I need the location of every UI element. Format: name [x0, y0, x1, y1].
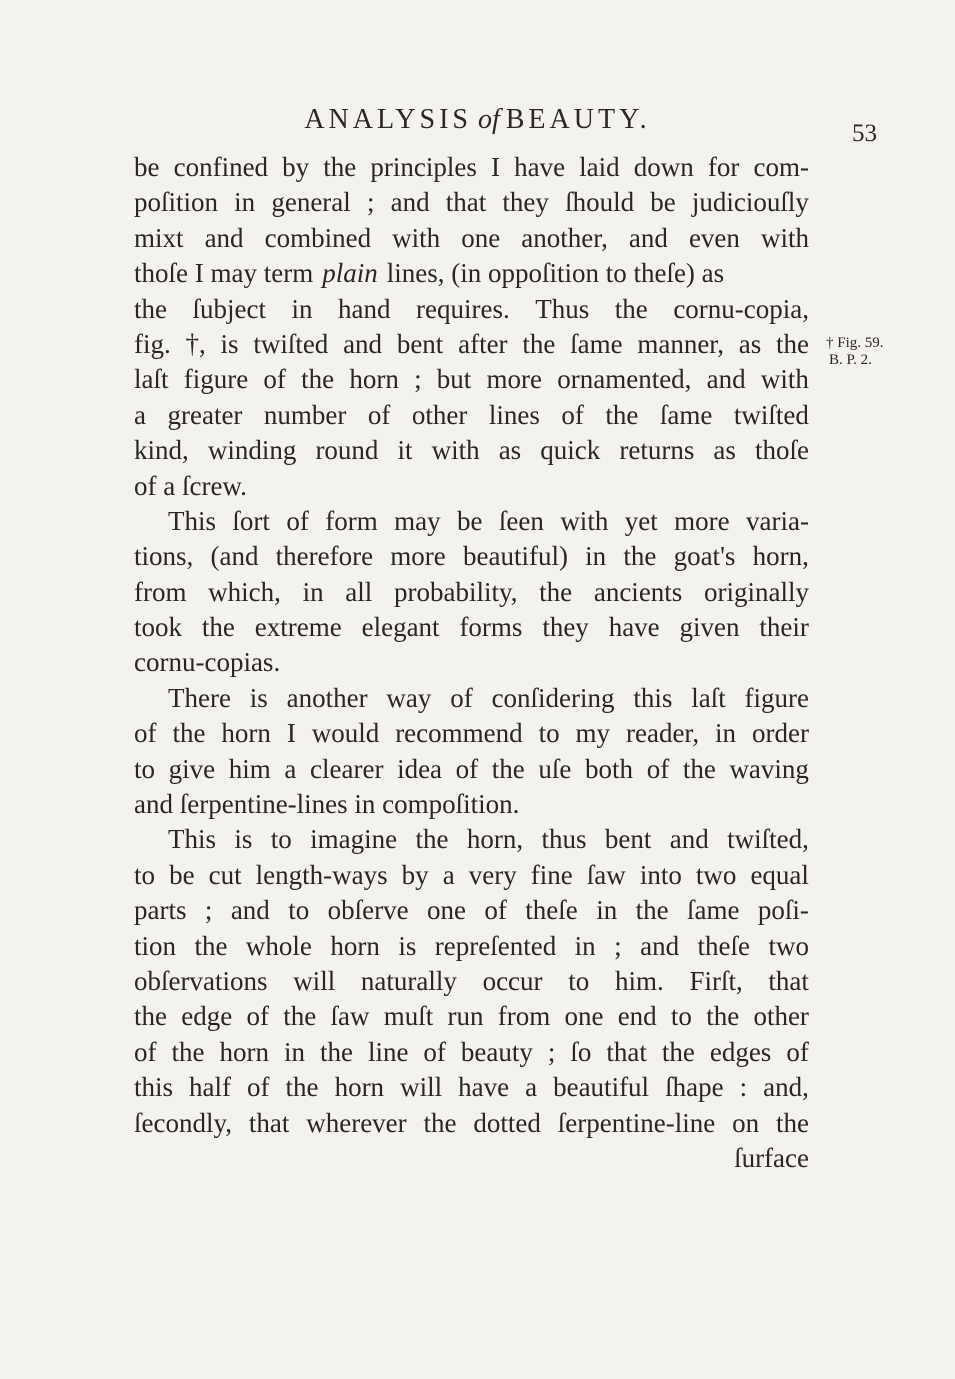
word: other — [753, 1001, 809, 1032]
word: and — [204, 222, 244, 253]
word: ſame — [570, 328, 623, 359]
word: and — [706, 364, 746, 395]
word: in — [291, 293, 313, 324]
text-line — [134, 292, 809, 327]
word: even — [688, 222, 740, 253]
text-line — [134, 1035, 809, 1070]
word: clearer — [310, 753, 384, 784]
word: theſe — [697, 930, 751, 961]
text-line — [134, 681, 809, 716]
text-line — [134, 150, 809, 185]
word: horn, — [752, 541, 809, 572]
text-line — [134, 433, 809, 468]
word: all — [345, 576, 373, 607]
word: and — [343, 328, 383, 359]
word: manner, — [637, 328, 724, 359]
word: in — [283, 1036, 305, 1067]
word: be — [134, 152, 160, 182]
word: of — [134, 718, 157, 749]
word: two — [768, 930, 809, 961]
word: is — [398, 930, 417, 961]
word: with — [760, 222, 809, 253]
text-line — [134, 610, 809, 645]
word: would — [311, 718, 380, 749]
word: very — [468, 859, 517, 890]
word: This — [168, 824, 217, 855]
word: naturally — [360, 965, 457, 996]
text-line — [134, 185, 809, 220]
word: I — [490, 152, 500, 182]
margin-note-plate: B. P. 2. — [829, 352, 872, 368]
word: with — [392, 222, 441, 253]
word: ſerpentine-line — [557, 1107, 716, 1138]
word: of — [246, 1001, 269, 1032]
word: horn, — [466, 824, 524, 855]
word: but — [436, 364, 472, 395]
word: the — [415, 824, 449, 855]
word: and — [390, 187, 430, 218]
word: another, — [521, 222, 608, 253]
text-line — [134, 787, 809, 822]
word: is — [249, 682, 268, 713]
word: the — [172, 718, 206, 749]
text-line — [134, 752, 809, 787]
word: of — [263, 364, 286, 395]
word: in — [596, 895, 618, 926]
word: combined — [264, 222, 372, 253]
word: extreme — [254, 612, 342, 643]
line-text: and ſerpentine-lines in compoſition. — [134, 789, 520, 820]
word: the — [706, 1001, 740, 1032]
word: There — [168, 682, 231, 713]
word: with — [760, 364, 809, 395]
word: idea — [397, 753, 443, 784]
word: bent — [604, 824, 652, 855]
word: the — [194, 930, 228, 961]
word: in — [585, 541, 607, 572]
word: elegant — [361, 612, 440, 643]
word: the — [134, 293, 167, 324]
word: took — [134, 612, 183, 643]
word: have — [458, 1072, 510, 1103]
word: him. — [614, 965, 664, 996]
word: whole — [245, 930, 312, 961]
word: the — [522, 328, 556, 359]
word: this — [633, 682, 673, 713]
word: This — [168, 505, 217, 536]
word: for — [707, 152, 740, 182]
word: will — [293, 965, 336, 996]
word: varia- — [746, 505, 809, 536]
word: they — [502, 187, 549, 218]
word: a — [284, 753, 297, 784]
word: in — [234, 187, 256, 218]
word: edges — [709, 1036, 772, 1067]
catchword-text: ſurface — [734, 1142, 809, 1173]
word: in — [574, 930, 596, 961]
word: the — [323, 152, 357, 182]
word: ; — [204, 895, 213, 926]
word: the — [776, 328, 809, 359]
word: round — [315, 435, 379, 466]
word: goat's — [673, 541, 736, 572]
word: ſhould — [565, 187, 635, 218]
line-text: of a ſcrew. — [134, 470, 247, 501]
word: the — [491, 753, 525, 784]
text-line — [134, 716, 809, 751]
word: give — [168, 753, 216, 784]
text-line — [134, 858, 809, 893]
word: quick — [540, 435, 601, 466]
word: edge — [181, 1001, 233, 1032]
word: ſecondly, — [134, 1107, 232, 1138]
word: to — [568, 965, 590, 996]
word: another — [286, 682, 368, 713]
word: the — [539, 576, 573, 607]
word: beautiful — [553, 1072, 650, 1103]
word: the — [301, 364, 335, 395]
word: horn — [221, 718, 271, 749]
word: way — [386, 682, 432, 713]
word: to — [270, 824, 292, 855]
margin-note — [826, 335, 884, 369]
word: given — [679, 612, 740, 643]
word: as — [498, 435, 522, 466]
running-head — [0, 104, 955, 136]
word: end — [617, 1001, 657, 1032]
word: beautiful) — [462, 541, 568, 572]
text-line — [134, 964, 809, 999]
text-line — [134, 398, 809, 433]
word: uſe — [538, 753, 572, 784]
body-text — [134, 150, 809, 1176]
word: horn — [349, 364, 399, 395]
margin-note-figure: † Fig. 59. — [826, 335, 884, 351]
word: line — [367, 1036, 409, 1067]
word: cut — [208, 859, 242, 890]
word: in — [715, 718, 737, 749]
word: imagine — [310, 824, 398, 855]
word: the — [201, 612, 235, 643]
word: to — [538, 718, 560, 749]
word: ſort — [232, 505, 270, 536]
word: their — [759, 612, 809, 643]
word: ; — [614, 930, 622, 961]
word: fine — [530, 859, 573, 890]
text-line — [134, 1070, 809, 1105]
word: thus — [541, 824, 587, 855]
line-text: lines, (in oppoſition to theſe) as — [386, 258, 725, 289]
running-head-of: of — [477, 104, 500, 135]
word: of — [786, 1036, 809, 1067]
text-line — [134, 575, 809, 610]
word: the — [623, 541, 657, 572]
word: horn — [330, 930, 380, 961]
word: which, — [208, 576, 281, 607]
word: laid — [579, 152, 620, 182]
text-line — [134, 1106, 809, 1141]
word: laſt — [691, 682, 726, 713]
word: returns — [619, 435, 695, 466]
word: the — [635, 895, 669, 926]
word: ſo — [570, 1036, 592, 1067]
word: more — [674, 505, 730, 536]
word: yet — [624, 505, 658, 536]
word: : — [739, 1072, 748, 1103]
word: him — [228, 753, 271, 784]
word: repreſented — [434, 930, 557, 961]
word: twiſted, — [727, 824, 809, 855]
word: of — [286, 505, 309, 536]
word: I — [286, 718, 296, 749]
text-line — [134, 999, 809, 1034]
word: tions, — [134, 541, 194, 572]
word: into — [639, 859, 682, 890]
word: the — [283, 1001, 317, 1032]
word: the — [605, 399, 639, 430]
word: be — [169, 859, 195, 890]
word: that — [445, 187, 487, 218]
word: to — [288, 895, 310, 926]
word: and — [230, 895, 270, 926]
text-line — [134, 893, 809, 928]
word: by — [401, 859, 429, 890]
word: ; — [366, 187, 375, 218]
word: muſt — [383, 1001, 434, 1032]
text-line — [134, 362, 809, 397]
word: more — [390, 541, 446, 572]
word: form — [325, 505, 378, 536]
word: fig. — [134, 328, 171, 359]
word: equal — [750, 859, 809, 890]
word: ; — [547, 1036, 556, 1067]
word: hand — [338, 293, 391, 324]
word: ſame — [687, 895, 740, 926]
word: by — [282, 152, 310, 182]
text-line — [134, 645, 809, 680]
word: figure — [744, 682, 809, 713]
word: of — [423, 1036, 446, 1067]
word: is — [220, 328, 239, 359]
word: requires. — [416, 293, 510, 324]
word: obſervations — [134, 965, 268, 996]
word: figure — [183, 364, 249, 395]
word: on — [732, 1107, 760, 1138]
word: in — [302, 576, 324, 607]
word: that — [606, 1036, 647, 1067]
word: principles — [370, 152, 477, 182]
word: of — [134, 1036, 157, 1067]
word: to — [670, 1001, 692, 1032]
text-line — [134, 504, 809, 539]
word: of — [367, 399, 391, 430]
word: ſaw — [330, 1001, 370, 1032]
word: winding — [207, 435, 297, 466]
word: both — [585, 753, 634, 784]
word: with — [560, 505, 609, 536]
word: the — [682, 753, 716, 784]
word: of — [646, 753, 670, 784]
word: as — [713, 435, 736, 466]
text-line — [134, 539, 809, 574]
word: therefore — [275, 541, 374, 572]
word: have — [608, 612, 660, 643]
word: ſubject — [192, 293, 266, 324]
word: a — [442, 859, 455, 890]
line-text: cornu-copias. — [134, 647, 281, 678]
word: poſi- — [757, 895, 809, 926]
word: after — [458, 328, 508, 359]
word: laſt — [134, 364, 169, 395]
word: obſerve — [327, 895, 409, 926]
word: a — [525, 1072, 538, 1103]
word: bent — [396, 328, 444, 359]
running-head-analysis: ANALYSIS — [304, 104, 472, 135]
word: of — [455, 753, 479, 784]
word: general — [271, 187, 351, 218]
word: of — [484, 895, 507, 926]
word: of — [561, 399, 584, 430]
word: thoſe — [755, 435, 809, 466]
word: ſaw — [586, 859, 626, 890]
word: and — [628, 222, 668, 253]
word: one — [427, 895, 466, 926]
word: the — [171, 1036, 205, 1067]
word: mixt — [134, 222, 184, 253]
word: poſition — [134, 187, 219, 218]
word: have — [514, 152, 566, 182]
word: of — [247, 1072, 270, 1103]
word: that — [768, 965, 809, 996]
word: (and — [210, 541, 259, 572]
word: theſe — [525, 895, 578, 926]
word: one — [461, 222, 501, 253]
word: tion — [134, 930, 177, 961]
word: ornamented, — [557, 364, 692, 395]
word: length-ways — [255, 859, 388, 890]
word: com- — [753, 152, 809, 182]
word: the — [319, 1036, 353, 1067]
word: that — [248, 1107, 290, 1138]
word: run — [447, 1001, 484, 1032]
word: as — [738, 328, 762, 359]
page-number: 53 — [852, 120, 877, 147]
word: horn — [334, 1072, 385, 1103]
word: ſeen — [498, 505, 544, 536]
word: the — [775, 1107, 809, 1138]
word: waving — [729, 753, 809, 784]
word: twiſted — [733, 399, 809, 430]
word: be — [650, 187, 676, 218]
word: originally — [704, 576, 809, 607]
word: cornu-copia, — [673, 293, 809, 324]
word: recommend — [395, 718, 523, 749]
word: it — [397, 435, 413, 466]
word: order — [751, 718, 809, 749]
running-head-beauty: BEAUTY. — [505, 104, 651, 135]
word: half — [189, 1072, 232, 1103]
word: my — [575, 718, 611, 749]
word: ancients — [593, 576, 683, 607]
word: may — [394, 505, 441, 536]
word: from — [497, 1001, 551, 1032]
word: is — [234, 824, 253, 855]
word: they — [542, 612, 589, 643]
word: †, — [185, 328, 206, 359]
word: kind, — [134, 435, 189, 466]
italic-word: plain — [322, 258, 378, 289]
text-line — [134, 327, 809, 362]
word: Thus — [535, 293, 590, 324]
word: dotted — [473, 1107, 541, 1138]
word: number — [263, 399, 347, 430]
word: ſhape — [665, 1072, 724, 1103]
text-line — [134, 469, 809, 504]
word: be — [457, 505, 483, 536]
word: and — [669, 824, 709, 855]
word: twiſted — [253, 328, 329, 359]
word: probability, — [393, 576, 518, 607]
word: reader, — [625, 718, 700, 749]
line-text: thoſe I may term — [134, 258, 314, 289]
word: other — [411, 399, 468, 430]
word: two — [695, 859, 737, 890]
word: the — [423, 1107, 457, 1138]
word: occur — [482, 965, 543, 996]
word: the — [614, 293, 648, 324]
word: horn — [219, 1036, 269, 1067]
word: conſidering — [491, 682, 615, 713]
word: parts — [134, 895, 187, 926]
word: Firſt, — [689, 965, 743, 996]
word: forms — [459, 612, 523, 643]
word: and, — [763, 1072, 809, 1103]
word: ; — [414, 364, 422, 395]
word: the — [134, 1001, 167, 1032]
word: with — [431, 435, 480, 466]
text-line — [134, 256, 809, 291]
word: ſame — [659, 399, 713, 430]
word: and — [640, 930, 680, 961]
word: to — [134, 753, 156, 784]
word: judiciouſly — [691, 187, 809, 218]
catchword — [134, 1141, 809, 1176]
word: one — [564, 1001, 604, 1032]
word: to — [134, 859, 156, 890]
word: from — [134, 576, 187, 607]
word: greater — [167, 399, 243, 430]
word: this — [134, 1072, 174, 1103]
word: the — [661, 1036, 695, 1067]
word: more — [486, 364, 543, 395]
word: down — [633, 152, 694, 182]
text-line — [134, 221, 809, 256]
word: wherever — [306, 1107, 407, 1138]
text-line — [134, 822, 809, 857]
text-line — [134, 929, 809, 964]
word: beauty — [460, 1036, 533, 1067]
word: the — [285, 1072, 319, 1103]
word: of — [450, 682, 473, 713]
word: confined — [173, 152, 269, 182]
word: lines — [488, 399, 540, 430]
word: a — [134, 399, 146, 430]
word: will — [400, 1072, 443, 1103]
